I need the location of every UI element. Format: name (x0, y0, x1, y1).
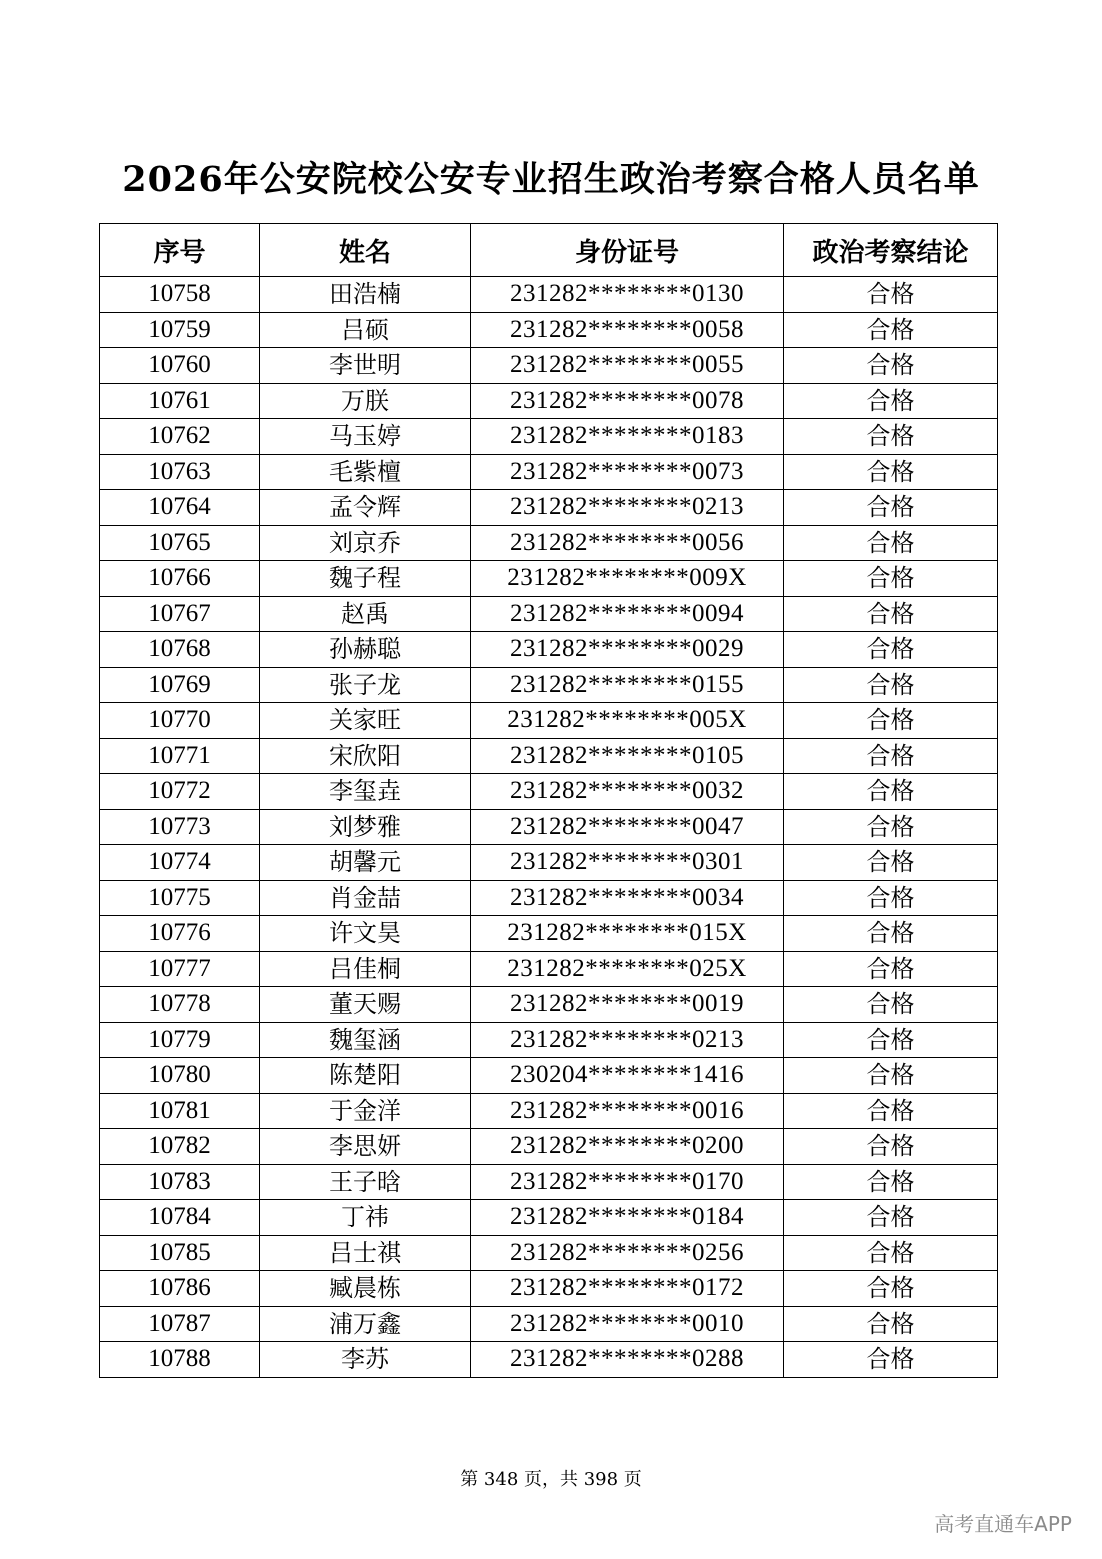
cell-id-number: 231282********0010 (471, 1306, 784, 1342)
cell-name: 刘京乔 (260, 525, 471, 561)
table-row (100, 1058, 998, 1094)
roster-table (99, 223, 998, 1378)
cell-id-number: 231282********0155 (471, 667, 784, 703)
cell-index: 10783 (100, 1164, 260, 1200)
cell-conclusion: 合格 (784, 738, 998, 774)
cell-conclusion: 合格 (784, 312, 998, 348)
cell-name: 吕佳桐 (260, 951, 471, 987)
cell-name: 孙赫聪 (260, 632, 471, 668)
cell-index: 10764 (100, 490, 260, 526)
cell-name: 毛紫檀 (260, 454, 471, 490)
cell-index: 10785 (100, 1235, 260, 1271)
table-row (100, 348, 998, 384)
cell-name: 许文昊 (260, 916, 471, 952)
cell-index: 10763 (100, 454, 260, 490)
table-row (100, 738, 998, 774)
cell-index: 10773 (100, 809, 260, 845)
table-row (100, 383, 998, 419)
cell-index: 10776 (100, 916, 260, 952)
cell-name: 孟令辉 (260, 490, 471, 526)
cell-name: 马玉婷 (260, 419, 471, 455)
table-row (100, 809, 998, 845)
cell-conclusion: 合格 (784, 1058, 998, 1094)
header-index: 序号 (100, 224, 260, 277)
watermark: 高考直通车APP (934, 1512, 1072, 1536)
cell-id-number: 231282********0200 (471, 1129, 784, 1165)
table-row (100, 1271, 998, 1307)
table-row (100, 1200, 998, 1236)
table-row (100, 667, 998, 703)
table-row (100, 312, 998, 348)
cell-id-number: 231282********0029 (471, 632, 784, 668)
cell-name: 李玺垚 (260, 774, 471, 810)
cell-index: 10762 (100, 419, 260, 455)
cell-id-number: 230204********1416 (471, 1058, 784, 1094)
table-row (100, 1129, 998, 1165)
cell-id-number: 231282********0078 (471, 383, 784, 419)
cell-index: 10759 (100, 312, 260, 348)
table-row (100, 1342, 998, 1378)
cell-conclusion: 合格 (784, 454, 998, 490)
cell-index: 10778 (100, 987, 260, 1023)
cell-conclusion: 合格 (784, 561, 998, 597)
cell-name: 董天赐 (260, 987, 471, 1023)
cell-id-number: 231282********0056 (471, 525, 784, 561)
table-row (100, 1235, 998, 1271)
cell-id-number: 231282********0032 (471, 774, 784, 810)
cell-conclusion: 合格 (784, 703, 998, 739)
cell-id-number: 231282********0130 (471, 277, 784, 313)
cell-name: 魏玺涵 (260, 1022, 471, 1058)
cell-id-number: 231282********0016 (471, 1093, 784, 1129)
cell-id-number: 231282********0094 (471, 596, 784, 632)
cell-index: 10760 (100, 348, 260, 384)
cell-name: 李苏 (260, 1342, 471, 1378)
cell-name: 李思妍 (260, 1129, 471, 1165)
table-row (100, 880, 998, 916)
table-row (100, 454, 998, 490)
cell-index: 10779 (100, 1022, 260, 1058)
table-row (100, 951, 998, 987)
cell-conclusion: 合格 (784, 1022, 998, 1058)
cell-name: 魏子程 (260, 561, 471, 597)
table-row (100, 774, 998, 810)
cell-conclusion: 合格 (784, 490, 998, 526)
cell-index: 10766 (100, 561, 260, 597)
cell-conclusion: 合格 (784, 845, 998, 881)
cell-name: 田浩楠 (260, 277, 471, 313)
cell-index: 10758 (100, 277, 260, 313)
cell-index: 10787 (100, 1306, 260, 1342)
cell-id-number: 231282********015X (471, 916, 784, 952)
cell-conclusion: 合格 (784, 667, 998, 703)
table-row (100, 1306, 998, 1342)
cell-index: 10769 (100, 667, 260, 703)
cell-conclusion: 合格 (784, 1342, 998, 1378)
cell-name: 胡馨元 (260, 845, 471, 881)
table-row (100, 490, 998, 526)
cell-name: 赵禹 (260, 596, 471, 632)
cell-name: 浦万鑫 (260, 1306, 471, 1342)
cell-conclusion: 合格 (784, 1093, 998, 1129)
cell-id-number: 231282********0073 (471, 454, 784, 490)
cell-id-number: 231282********0047 (471, 809, 784, 845)
cell-conclusion: 合格 (784, 1200, 998, 1236)
cell-conclusion: 合格 (784, 632, 998, 668)
cell-conclusion: 合格 (784, 809, 998, 845)
cell-name: 张子龙 (260, 667, 471, 703)
cell-index: 10765 (100, 525, 260, 561)
table-row (100, 703, 998, 739)
cell-index: 10781 (100, 1093, 260, 1129)
cell-id-number: 231282********009X (471, 561, 784, 597)
table-row (100, 632, 998, 668)
cell-id-number: 231282********0172 (471, 1271, 784, 1307)
table-row (100, 916, 998, 952)
cell-id-number: 231282********025X (471, 951, 784, 987)
cell-name: 于金洋 (260, 1093, 471, 1129)
cell-name: 臧晨栋 (260, 1271, 471, 1307)
cell-conclusion: 合格 (784, 987, 998, 1023)
cell-index: 10761 (100, 383, 260, 419)
cell-index: 10767 (100, 596, 260, 632)
cell-id-number: 231282********0184 (471, 1200, 784, 1236)
cell-id-number: 231282********0213 (471, 1022, 784, 1058)
cell-id-number: 231282********0058 (471, 312, 784, 348)
cell-index: 10768 (100, 632, 260, 668)
cell-name: 吕硕 (260, 312, 471, 348)
cell-id-number: 231282********0019 (471, 987, 784, 1023)
cell-index: 10784 (100, 1200, 260, 1236)
cell-index: 10770 (100, 703, 260, 739)
page-footer: 第 348 页，共 398 页 (460, 1469, 642, 1490)
table-row (100, 561, 998, 597)
cell-id-number: 231282********0301 (471, 845, 784, 881)
cell-index: 10782 (100, 1129, 260, 1165)
cell-conclusion: 合格 (784, 1306, 998, 1342)
header-conclusion: 政治考察结论 (784, 224, 998, 277)
cell-index: 10775 (100, 880, 260, 916)
table-row (100, 845, 998, 881)
cell-conclusion: 合格 (784, 774, 998, 810)
cell-index: 10780 (100, 1058, 260, 1094)
cell-id-number: 231282********0034 (471, 880, 784, 916)
cell-index: 10788 (100, 1342, 260, 1378)
cell-conclusion: 合格 (784, 277, 998, 313)
cell-conclusion: 合格 (784, 1129, 998, 1165)
cell-name: 王子晗 (260, 1164, 471, 1200)
cell-id-number: 231282********005X (471, 703, 784, 739)
cell-conclusion: 合格 (784, 383, 998, 419)
cell-conclusion: 合格 (784, 596, 998, 632)
cell-id-number: 231282********0288 (471, 1342, 784, 1378)
cell-index: 10774 (100, 845, 260, 881)
header-name: 姓名 (260, 224, 471, 277)
cell-id-number: 231282********0183 (471, 419, 784, 455)
table-row (100, 1093, 998, 1129)
table-row (100, 1022, 998, 1058)
cell-name: 刘梦雅 (260, 809, 471, 845)
cell-index: 10786 (100, 1271, 260, 1307)
cell-name: 万朕 (260, 383, 471, 419)
table-row (100, 987, 998, 1023)
table-row (100, 277, 998, 313)
cell-conclusion: 合格 (784, 348, 998, 384)
cell-conclusion: 合格 (784, 951, 998, 987)
table-body (100, 277, 998, 1378)
cell-name: 吕士祺 (260, 1235, 471, 1271)
table-header-row (100, 224, 998, 277)
cell-id-number: 231282********0055 (471, 348, 784, 384)
cell-name: 肖金喆 (260, 880, 471, 916)
cell-name: 宋欣阳 (260, 738, 471, 774)
page-title: 2026年公安院校公安专业招生政治考察合格人员名单 (122, 159, 980, 200)
header-id-number: 身份证号 (471, 224, 784, 277)
cell-conclusion: 合格 (784, 419, 998, 455)
cell-index: 10777 (100, 951, 260, 987)
cell-id-number: 231282********0105 (471, 738, 784, 774)
cell-id-number: 231282********0256 (471, 1235, 784, 1271)
cell-index: 10772 (100, 774, 260, 810)
cell-name: 陈楚阳 (260, 1058, 471, 1094)
cell-id-number: 231282********0170 (471, 1164, 784, 1200)
cell-conclusion: 合格 (784, 916, 998, 952)
cell-conclusion: 合格 (784, 525, 998, 561)
cell-name: 丁祎 (260, 1200, 471, 1236)
cell-conclusion: 合格 (784, 1235, 998, 1271)
cell-index: 10771 (100, 738, 260, 774)
table-row (100, 596, 998, 632)
cell-id-number: 231282********0213 (471, 490, 784, 526)
cell-conclusion: 合格 (784, 880, 998, 916)
cell-conclusion: 合格 (784, 1164, 998, 1200)
cell-name: 李世明 (260, 348, 471, 384)
table-row (100, 1164, 998, 1200)
cell-conclusion: 合格 (784, 1271, 998, 1307)
table-row (100, 525, 998, 561)
table-row (100, 419, 998, 455)
cell-name: 关家旺 (260, 703, 471, 739)
